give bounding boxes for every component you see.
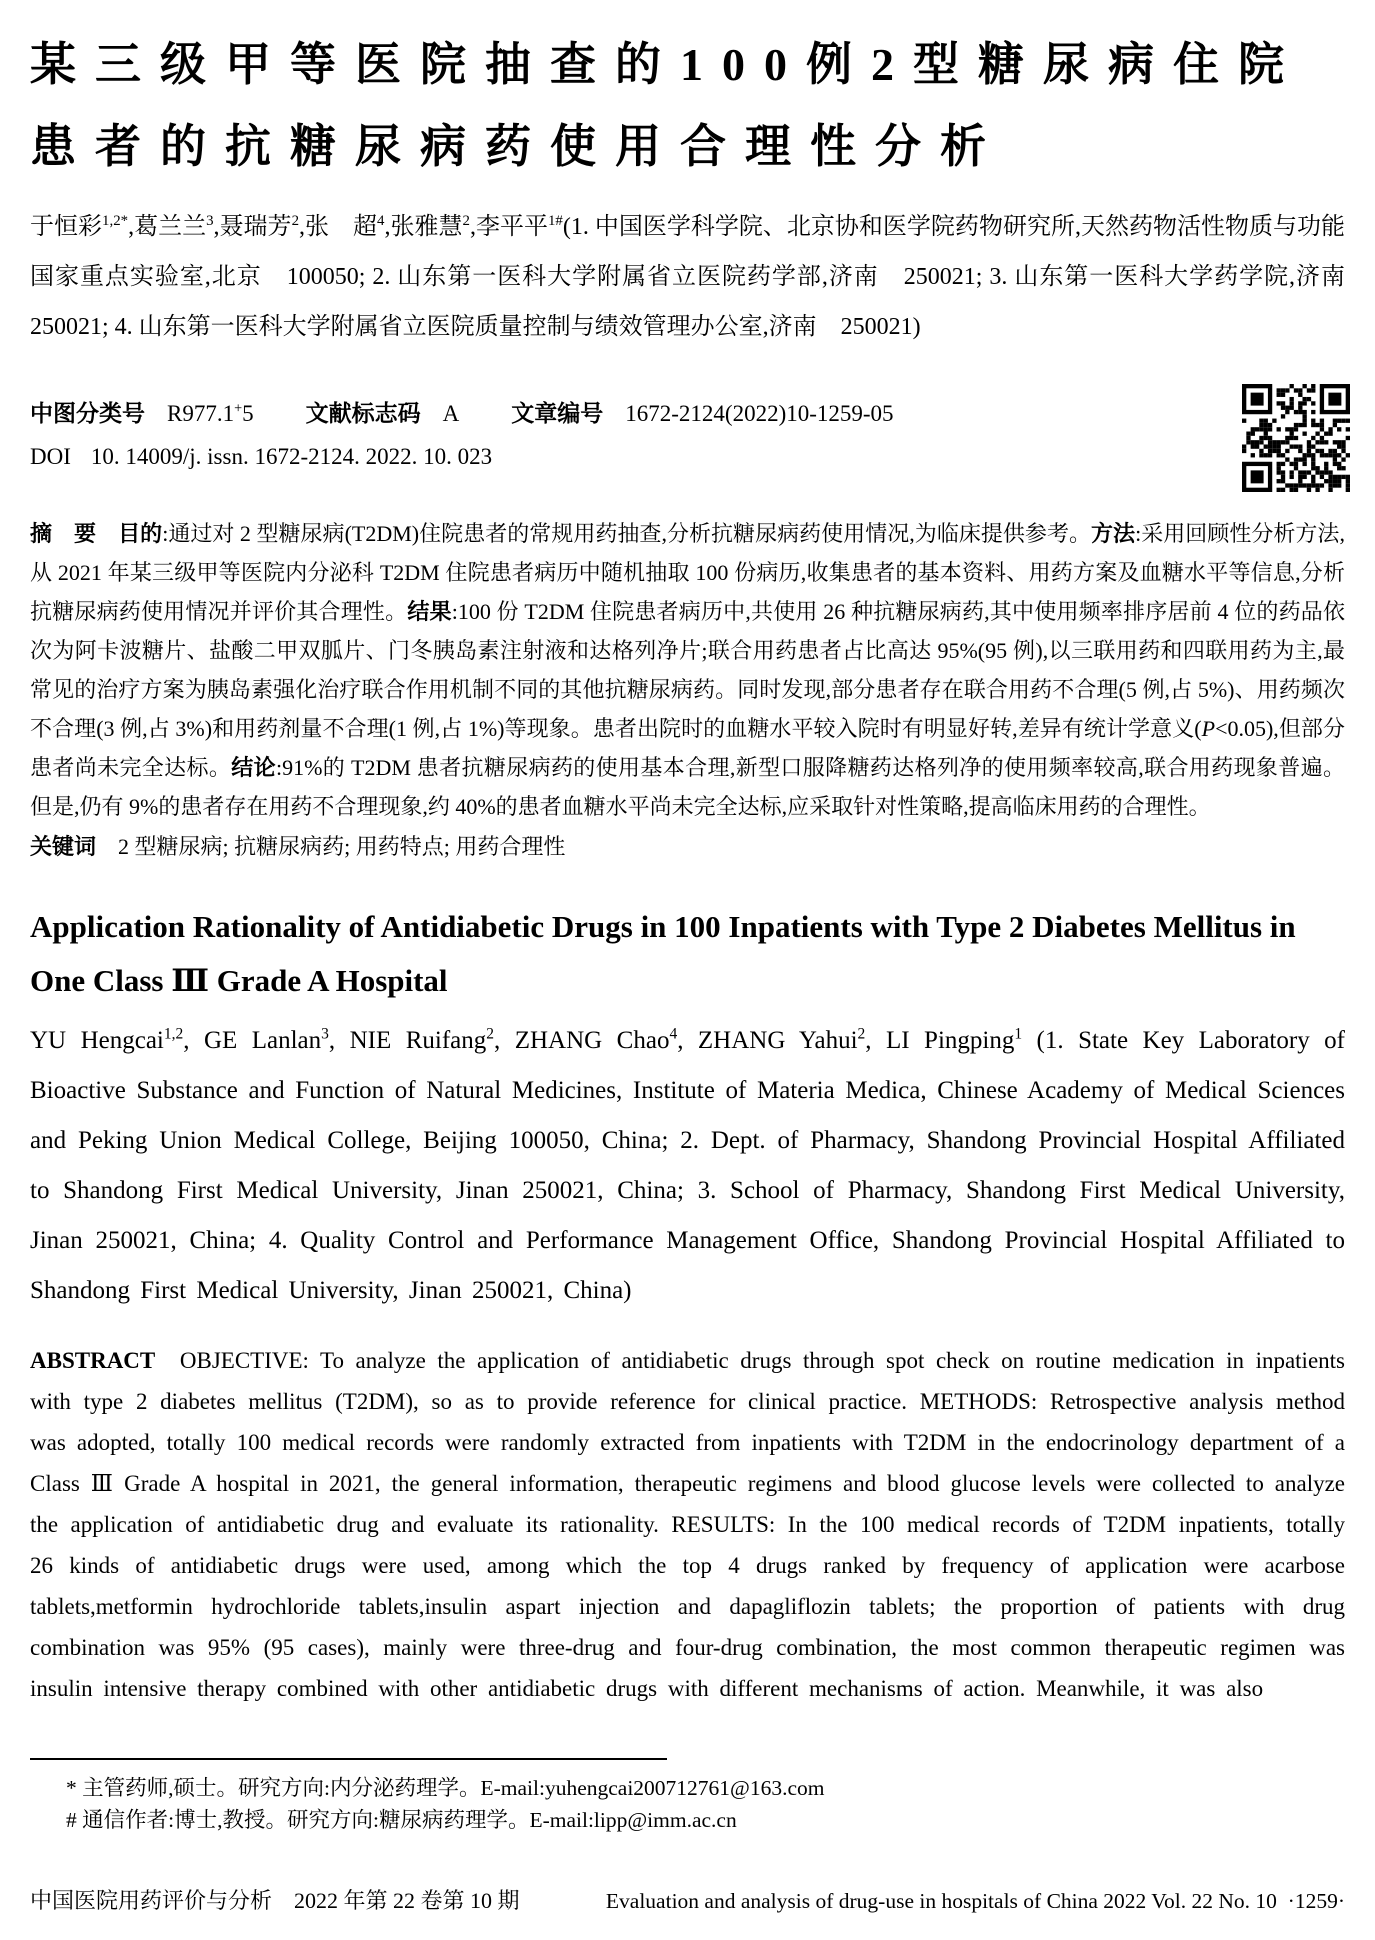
abstract-zh: 摘 要 目的:通过对 2 型糖尿病(T2DM)住院患者的常规用药抽查,分析抗糖尿病药使用情况,为临床提供参考。方法:采用回顾性分析方法,从 2021 年某三级甲等医院内分泌科 T2DM 住院患者病历中随机抽取 100 份病历,收集患者的基本资料、用药方案及血糖水平等信息,分析抗糖尿病药使用情况并评价其合理性。结果:100 份 T2DM 住院患者病历中,共使用 26 种抗糖尿病药,其中使用频率排序居前 4 位的药品依次为阿卡波糖片、盐酸二甲双胍片、门冬胰岛素注射液和达格列净片;联合用药患者占比高达 95%(95 例),以三联用药和四联用药为主,最常见的治疗方案为胰岛素强化治疗联合作用机制不同的其他抗糖尿病药。同时发现,部分患者存在联合用药不合理(5 例,占 5%)、用药频次不合理(3 例,占 3%)和用药剂量不合理(1 例,占 1%)等现象。患者出院时的血糖水平较入院时有明显好转,差异有统计学意义(P<0.05),但部分患者尚未完全达标。结论:91%的 T2DM 患者抗糖尿病药的使用基本合理,新型口服降糖药达格列净的使用频率较高,联合用药现象普遍。但是,仍有 9%的患者存在用药不合理现象,约 40%的患者血糖水平尚未完全达标,应采取针对性策略,提高临床用药的合理性。 bbox=[30, 521, 1346, 819]
article-no-label: 文章编号 bbox=[511, 400, 604, 426]
footer-page-number: ·1259· bbox=[1287, 1889, 1345, 1913]
doc-code-value: A bbox=[442, 401, 460, 426]
clc-label: 中图分类号 bbox=[30, 400, 145, 426]
authors-affiliations-zh: 于恒彩$^{1,2*}$,葛兰兰$^3$,聂瑞芳$^2$,张 超$^4$,张雅慧$^2$,李平平$^{1\#}$(1. 中国医学科学院、北京协和医学院药物研究所,天然药物活性物质与功能国家重点实验室,北京 100050; 2. 山东第一医科大学附属省立医院药学部,济南 250021; 3. 山东第一医科大学药学院,济南 250021; 4. 山东第一医科大学附属省立医院质量控制与绩效管理办公室,济南 250021) bbox=[30, 213, 1369, 340]
abstract-en: ABSTRACT OBJECTIVE: To analyze the application of antidiabetic drugs through spot check on routine medication in inpatients with type 2 diabetes mellitus (T2DM), so as to provide reference for clinical practice. METHODS: Retrospective analysis method was adopted, totally 100 medical records were randomly extracted from inpatients with T2DM in the endocrinology department of a Class Ⅲ Grade A hospital in 2021, the general information, therapeutic regimens and blood glucose levels were collected to analyze the application of antidiabetic drug and evaluate its rationality. RESULTS: In the 100 medical records of T2DM inpatients, totally 26 kinds of antidiabetic drugs were used, among which the top 4 drugs ranked by frequency of application were acarbose tablets,metformin hydrochloride tablets,insulin aspart injection and dapagliflozin tablets; the proportion of patients with drug combination was 95% (95 cases), mainly were three-drug and four-drug combination, the most common therapeutic regimen was insulin intensive therapy combined with other antidiabetic drugs with different mechanisms of action. Meanwhile, it was also bbox=[30, 1348, 1345, 1701]
article-meta-block bbox=[30, 396, 1345, 474]
article-title-zh: 某三级甲等医院抽查的100例2型糖尿病住院患者的抗糖尿病药使用合理性分析 bbox=[30, 39, 1303, 172]
page-footer bbox=[30, 1884, 1345, 1915]
article-no-value: 1672-2124(2022)10-1259-05 bbox=[625, 401, 894, 426]
doi-value: 10. 14009/j. issn. 1672-2124. 2022. 10. 023 bbox=[90, 444, 493, 469]
qr-code bbox=[1242, 384, 1350, 492]
footer-journal-en-text: Evaluation and analysis of drug-use in hospitals of China 2022 Vol. 22 No. 10 bbox=[605, 1889, 1277, 1913]
doi-row bbox=[30, 440, 1345, 474]
clc-value: R977.1+5 bbox=[167, 400, 254, 426]
footnote-corresponding-author: # 通信作者:博士,教授。研究方向:糖尿病药理学。E-mail:lipp@imm.ac.cn bbox=[66, 1808, 737, 1832]
classification-row bbox=[30, 396, 1345, 431]
footer-journal-en bbox=[606, 1889, 1345, 1914]
keywords-zh: 关键词 2 型糖尿病; 抗糖尿病药; 用药特点; 用药合理性 bbox=[30, 834, 566, 859]
doc-code-label: 文献标志码 bbox=[305, 400, 421, 426]
footer-journal-zh: 中国医院用药评价与分析 2022 年第 22 卷第 10 期 bbox=[30, 1888, 520, 1913]
footnote-first-author: * 主管药师,硕士。研究方向:内分泌药理学。E-mail:yuhengcai200712761@163.com bbox=[66, 1776, 825, 1800]
doi-label: DOI bbox=[30, 444, 71, 469]
footnote-block bbox=[30, 1758, 1345, 1836]
footnote-divider bbox=[30, 1758, 667, 1760]
authors-affiliations-en: YU Hengcai$^{1,2}$, GE Lanlan$^3$, NIE Ruifang$^2$, ZHANG Chao$^4$, ZHANG Yahui$^2$, LI Pingping$^1$ (1. State Key Laboratory of Bioactive Substance and Function of Natural Medicines, Institute of Materia Medica, Chinese Academy of Medical Sciences and Peking Union Medical College, Beijing 100050, China; 2. Dept. of Pharmacy, Shandong Provincial Hospital Affiliated to Shandong First Medical University, Jinan 250021, China; 3. School of Pharmacy, Shandong First Medical University, Jinan 250021, China; 4. Quality Control and Performance Management Office, Shandong Provincial Hospital Affiliated to Shandong First Medical University, Jinan 250021, China) bbox=[30, 1025, 1345, 1304]
article-title-en: Application Rationality of Antidiabetic Drugs in 100 Inpatients with Type 2 Diabetes Mellitus in One Class Ⅲ Grade A Hospital bbox=[30, 909, 1296, 998]
